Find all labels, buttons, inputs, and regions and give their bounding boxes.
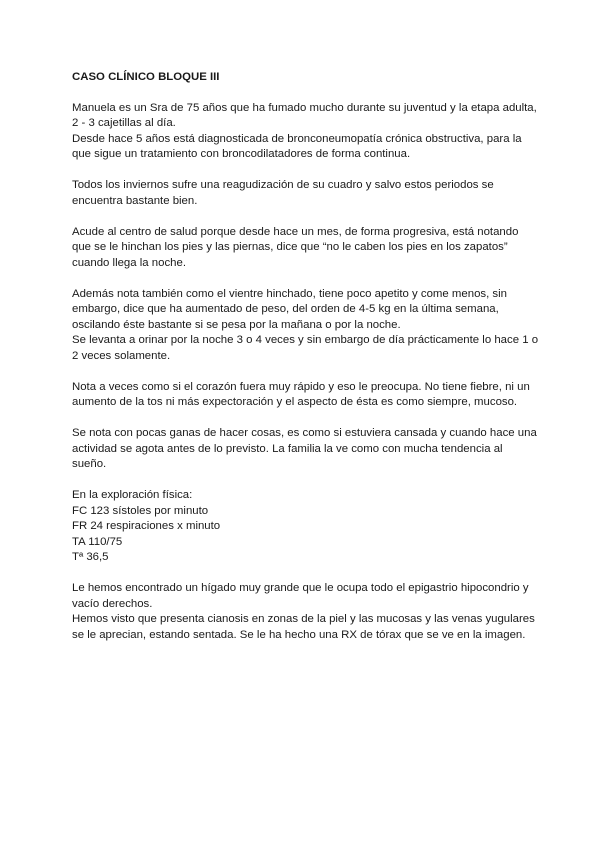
text-line: Acude al centro de salud porque desde hace un mes, de forma progresiva, está notando bbox=[72, 225, 519, 238]
paragraph bbox=[72, 488, 542, 566]
paragraph bbox=[72, 581, 542, 643]
text-line: TA 110/75 bbox=[72, 535, 123, 548]
text-line: FC 123 sístoles por minuto bbox=[72, 504, 209, 517]
text-line: En la exploración física: bbox=[72, 489, 193, 501]
text-line: Todos los inviernos sufre una reagudización de su cuadro y salvo estos periodos se bbox=[72, 179, 494, 191]
text-line: FR 24 respiraciones x minuto bbox=[72, 520, 221, 532]
text-line: Se levanta a orinar por la noche 3 o 4 veces y sin embargo de día prácticamente lo hace 1 o bbox=[72, 334, 539, 346]
text-line: encuentra bastante bien. bbox=[72, 194, 198, 207]
text-line: que se le hinchan los pies y las piernas, dice que “no le caben los pies en los zapatos” bbox=[72, 241, 508, 253]
paragraph bbox=[72, 287, 542, 365]
text-line: Manuela es un Sra de 75 años que ha fumado mucho durante su juventud y la etapa adulta, bbox=[72, 101, 537, 114]
text-line: cuando llega la noche. bbox=[72, 256, 186, 269]
document-title: CASO CLÍNICO BLOQUE III bbox=[72, 71, 220, 83]
text-line: embargo, dice que ha aumentado de peso, del orden de 4-5 kg en la última semana, bbox=[72, 303, 499, 315]
text-line: se le aprecian, estando sentada. Se le ha hecho una RX de tórax que se ve en la imagen. bbox=[72, 628, 526, 641]
text-line: Se nota con pocas ganas de hacer cosas, es como si estuviera cansada y cuando hace una bbox=[72, 427, 537, 439]
text-line: vacío derechos. bbox=[72, 597, 153, 610]
text-line: Le hemos encontrado un hígado muy grande que le ocupa todo el epigastrio hipocondrio y bbox=[72, 582, 529, 594]
text-line: sueño. bbox=[72, 458, 107, 470]
document-page bbox=[72, 70, 542, 659]
text-line: aumento de la tos ni más expectoración y el aspecto de ésta es como siempre, mucoso. bbox=[72, 396, 518, 408]
paragraph bbox=[72, 380, 542, 411]
text-line: Tª 36,5 bbox=[72, 551, 109, 563]
text-line: 2 - 3 cajetillas al día. bbox=[72, 117, 176, 129]
text-line: Nota a veces como si el corazón fuera muy rápido y eso le preocupa. No tiene fiebre, ni un bbox=[72, 380, 530, 393]
paragraph bbox=[72, 225, 542, 272]
paragraph bbox=[72, 426, 542, 473]
text-line: actividad se agota antes de lo previsto. La familia la ve como con mucha tendencia al bbox=[72, 442, 503, 455]
text-line: Hemos visto que presenta cianosis en zonas de la piel y las mucosas y las venas yugulares bbox=[72, 613, 535, 625]
text-line: 2 veces solamente. bbox=[72, 349, 171, 362]
text-line: que sigue un tratamiento con broncodilatadores de forma continua. bbox=[72, 148, 411, 160]
text-line: Además nota también como el vientre hinchado, tiene poco apetito y come menos, sin bbox=[72, 287, 507, 300]
paragraph bbox=[72, 101, 542, 163]
paragraph bbox=[72, 178, 542, 209]
text-line: oscilando éste bastante si se pesa por la mañana o por la noche. bbox=[72, 318, 401, 331]
text-line: Desde hace 5 años está diagnosticada de bronconeumopatía crónica obstructiva, para la bbox=[72, 132, 522, 145]
document-body bbox=[72, 101, 542, 644]
